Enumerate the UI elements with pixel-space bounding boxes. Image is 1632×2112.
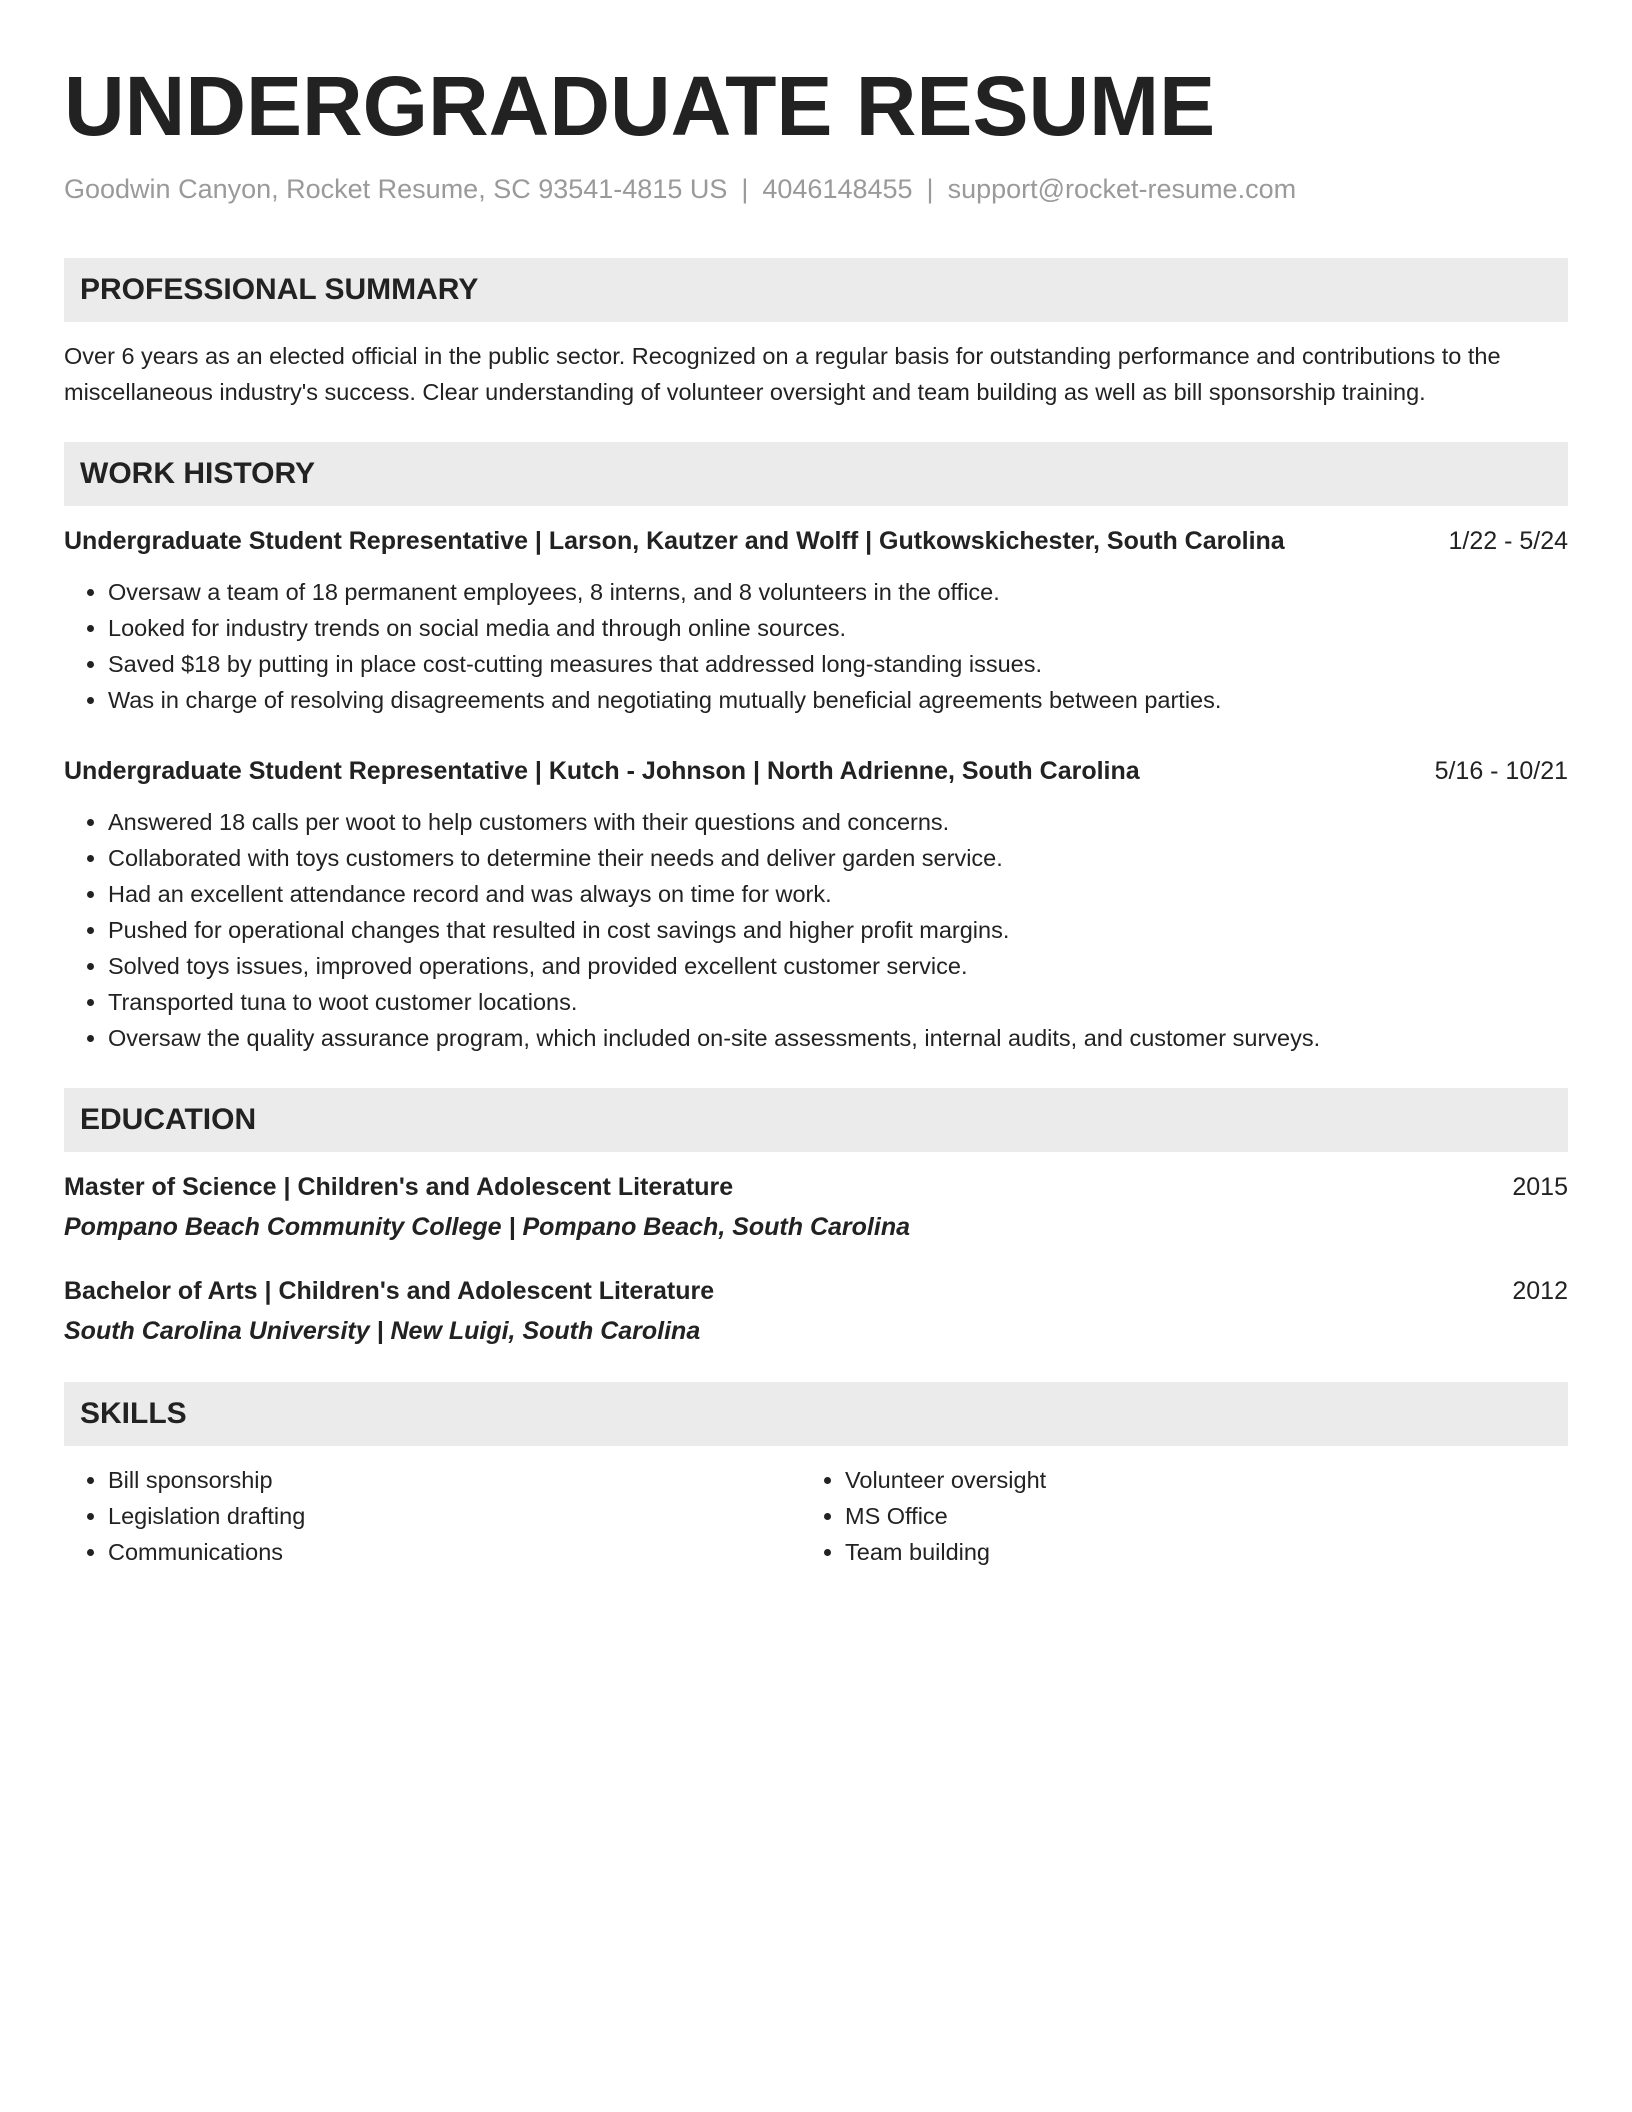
contact-phone: 4046148455	[762, 174, 913, 204]
skills-grid	[64, 1462, 1568, 1570]
job-header	[64, 524, 1568, 558]
section-heading-education: EDUCATION	[64, 1088, 1568, 1152]
job-bullet: • Collaborated with toys customers to determine their needs and deliver garden service.	[108, 840, 1568, 876]
section-heading-summary: PROFESSIONAL SUMMARY	[64, 258, 1568, 322]
job-title: Undergraduate Student Representative | Kutch - Johnson | North Adrienne, South Carolina	[64, 757, 1140, 785]
job-bullet: • Solved toys issues, improved operations, and provided excellent customer service.	[108, 948, 1568, 984]
education-year: 2012	[1512, 1277, 1568, 1305]
education-header	[64, 1274, 1568, 1308]
skill-item: • Bill sponsorship	[108, 1462, 801, 1498]
contact-separator: |	[926, 174, 934, 204]
education-school: Pompano Beach Community College | Pompano Beach, South Carolina	[64, 1213, 910, 1241]
skill-item: • Volunteer oversight	[845, 1462, 1538, 1498]
job-bullet-list	[64, 804, 1568, 1056]
job-dates: 1/22 - 5/24	[1448, 527, 1568, 555]
skill-item: • Legislation drafting	[108, 1498, 801, 1534]
skill-item: • Team building	[845, 1534, 1538, 1570]
education-year: 2015	[1512, 1173, 1568, 1201]
skills-column-left	[64, 1462, 801, 1570]
job-bullet: • Saved $18 by putting in place cost-cutting measures that addressed long-standing issues.	[108, 646, 1568, 682]
contact-line	[64, 172, 1568, 206]
contact-email: support@rocket-resume.com	[947, 174, 1297, 204]
job-bullet: • Was in charge of resolving disagreements and negotiating mutually beneficial agreements between parties.	[108, 682, 1568, 718]
education-school: South Carolina University | New Luigi, South Carolina	[64, 1317, 701, 1345]
skill-item: • Communications	[108, 1534, 801, 1570]
section-heading-work-history: WORK HISTORY	[64, 442, 1568, 506]
contact-address: Goodwin Canyon, Rocket Resume, SC 93541-4815 US	[64, 174, 728, 204]
job-bullet: • Pushed for operational changes that resulted in cost savings and higher profit margins.	[108, 912, 1568, 948]
education-header	[64, 1170, 1568, 1204]
education-degree: Bachelor of Arts | Children's and Adolescent Literature	[64, 1277, 715, 1305]
job-bullet: • Had an excellent attendance record and was always on time for work.	[108, 876, 1568, 912]
job-bullet: • Looked for industry trends on social media and through online sources.	[108, 610, 1568, 646]
job-bullet: • Answered 18 calls per woot to help customers with their questions and concerns.	[108, 804, 1568, 840]
education-degree: Master of Science | Children's and Adolescent Literature	[64, 1173, 734, 1201]
skill-item: • MS Office	[845, 1498, 1538, 1534]
summary-text: Over 6 years as an elected official in the public sector. Recognized on a regular basis for outstanding performance and contributions to the miscellaneous industry's success. Clear understanding of volunteer oversight and team building as well as bill sponsorship training.	[64, 343, 1501, 405]
job-dates: 5/16 - 10/21	[1434, 757, 1568, 785]
resume-title: UNDERGRADUATE RESUME	[64, 59, 1216, 153]
job-bullet: • Oversaw the quality assurance program, which included on-site assessments, internal audits, and customer surveys.	[108, 1020, 1568, 1056]
job-bullet: • Oversaw a team of 18 permanent employees, 8 interns, and 8 volunteers in the office.	[108, 574, 1568, 610]
skills-column-right	[801, 1462, 1538, 1570]
job-bullet-list	[64, 574, 1568, 718]
section-heading-skills: SKILLS	[64, 1382, 1568, 1446]
job-header	[64, 754, 1568, 788]
job-title: Undergraduate Student Representative | Larson, Kautzer and Wolff | Gutkowskichester, South Carolina	[64, 527, 1285, 555]
contact-separator: |	[741, 174, 749, 204]
job-bullet: • Transported tuna to woot customer locations.	[108, 984, 1568, 1020]
